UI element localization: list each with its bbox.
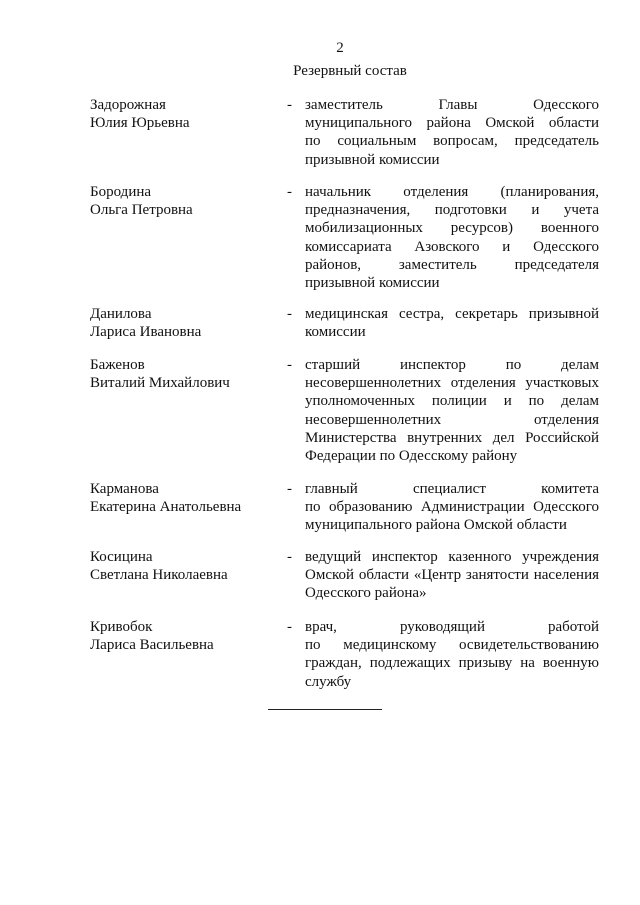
member-name — [90, 96, 280, 132]
member-given-names: Лариса Васильевна — [90, 637, 214, 654]
member-role — [305, 305, 599, 341]
member-name — [90, 548, 280, 584]
member-name — [90, 480, 280, 516]
role-line: старший инспектор по делам — [305, 357, 599, 373]
member-given-names: Светлана Николаевна — [90, 567, 228, 584]
member-surname: Карманова — [90, 481, 159, 497]
member-given-names: Юлия Юрьевна — [90, 115, 190, 132]
member-given-names: Екатерина Анатольевна — [90, 499, 242, 516]
role-line: начальник отделения (планирования, — [305, 184, 599, 200]
member-name — [90, 183, 280, 219]
role-line: ведущий инспектор казенного учреждения — [305, 549, 599, 565]
member-role — [305, 548, 599, 603]
role-line: районов, заместитель председателя — [305, 256, 599, 273]
role-line: призывной комиссии — [305, 275, 440, 292]
role-line: медицинская сестра, секретарь призывной — [305, 306, 599, 322]
dash-separator: - — [287, 619, 292, 635]
dash-separator: - — [287, 306, 292, 322]
member-name — [90, 618, 280, 654]
member-surname: Косицина — [90, 549, 153, 565]
role-line: Омской области «Центр занятости населения — [305, 567, 599, 584]
role-line: Министерства внутренних дел Российской — [305, 429, 599, 446]
member-surname: Данилова — [90, 306, 152, 322]
role-line: мобилизационных ресурсов) военного — [305, 220, 599, 237]
role-line: главный специалист комитета — [305, 481, 599, 497]
role-line: заместитель Главы Одесского — [305, 97, 599, 113]
member-surname: Кривобок — [90, 619, 153, 635]
member-role — [305, 356, 599, 465]
role-line: по образованию Администрации Одесского — [305, 499, 599, 516]
role-line: службу — [305, 673, 352, 690]
member-role — [305, 96, 599, 169]
member-role — [305, 480, 599, 535]
dash-separator: - — [287, 549, 292, 565]
member-given-names: Виталий Михайлович — [90, 375, 230, 392]
member-role — [305, 618, 599, 691]
role-line: врач, руководящий работой — [305, 619, 599, 635]
dash-separator: - — [287, 97, 292, 113]
dash-separator: - — [287, 481, 292, 497]
page-number: 2 — [336, 40, 344, 56]
role-line: предназначения, подготовки и учета — [305, 202, 599, 219]
member-name — [90, 305, 280, 341]
role-line: несовершеннолетних отделения — [305, 411, 599, 428]
closing-rule — [268, 709, 382, 710]
role-line: уполномоченных полиции и по делам — [305, 393, 599, 410]
role-line: муниципального района Омской области — [305, 517, 567, 534]
member-role — [305, 183, 599, 292]
role-line: граждан, подлежащих призыву на военную — [305, 655, 599, 672]
dash-separator: - — [287, 184, 292, 200]
role-line: Одесского района» — [305, 585, 427, 602]
role-line: комиссии — [305, 324, 366, 341]
member-given-names: Лариса Ивановна — [90, 324, 202, 341]
role-line: призывной комиссии — [305, 151, 440, 168]
member-surname: Баженов — [90, 357, 145, 373]
role-line: комиссариата Азовского и Одесского — [305, 238, 599, 255]
role-line: несовершеннолетних отделения участковых — [305, 375, 599, 392]
role-line: муниципального района Омской области — [305, 115, 599, 132]
dash-separator: - — [287, 357, 292, 373]
member-name — [90, 356, 280, 392]
member-surname: Задорожная — [90, 97, 166, 113]
role-line: Федерации по Одесскому району — [305, 448, 518, 465]
role-line: по медицинскому освидетельствованию — [305, 637, 599, 654]
section-title: Резервный состав — [293, 63, 407, 79]
role-line: по социальным вопросам, председатель — [305, 133, 599, 150]
member-given-names: Ольга Петровна — [90, 202, 193, 219]
member-surname: Бородина — [90, 184, 152, 200]
